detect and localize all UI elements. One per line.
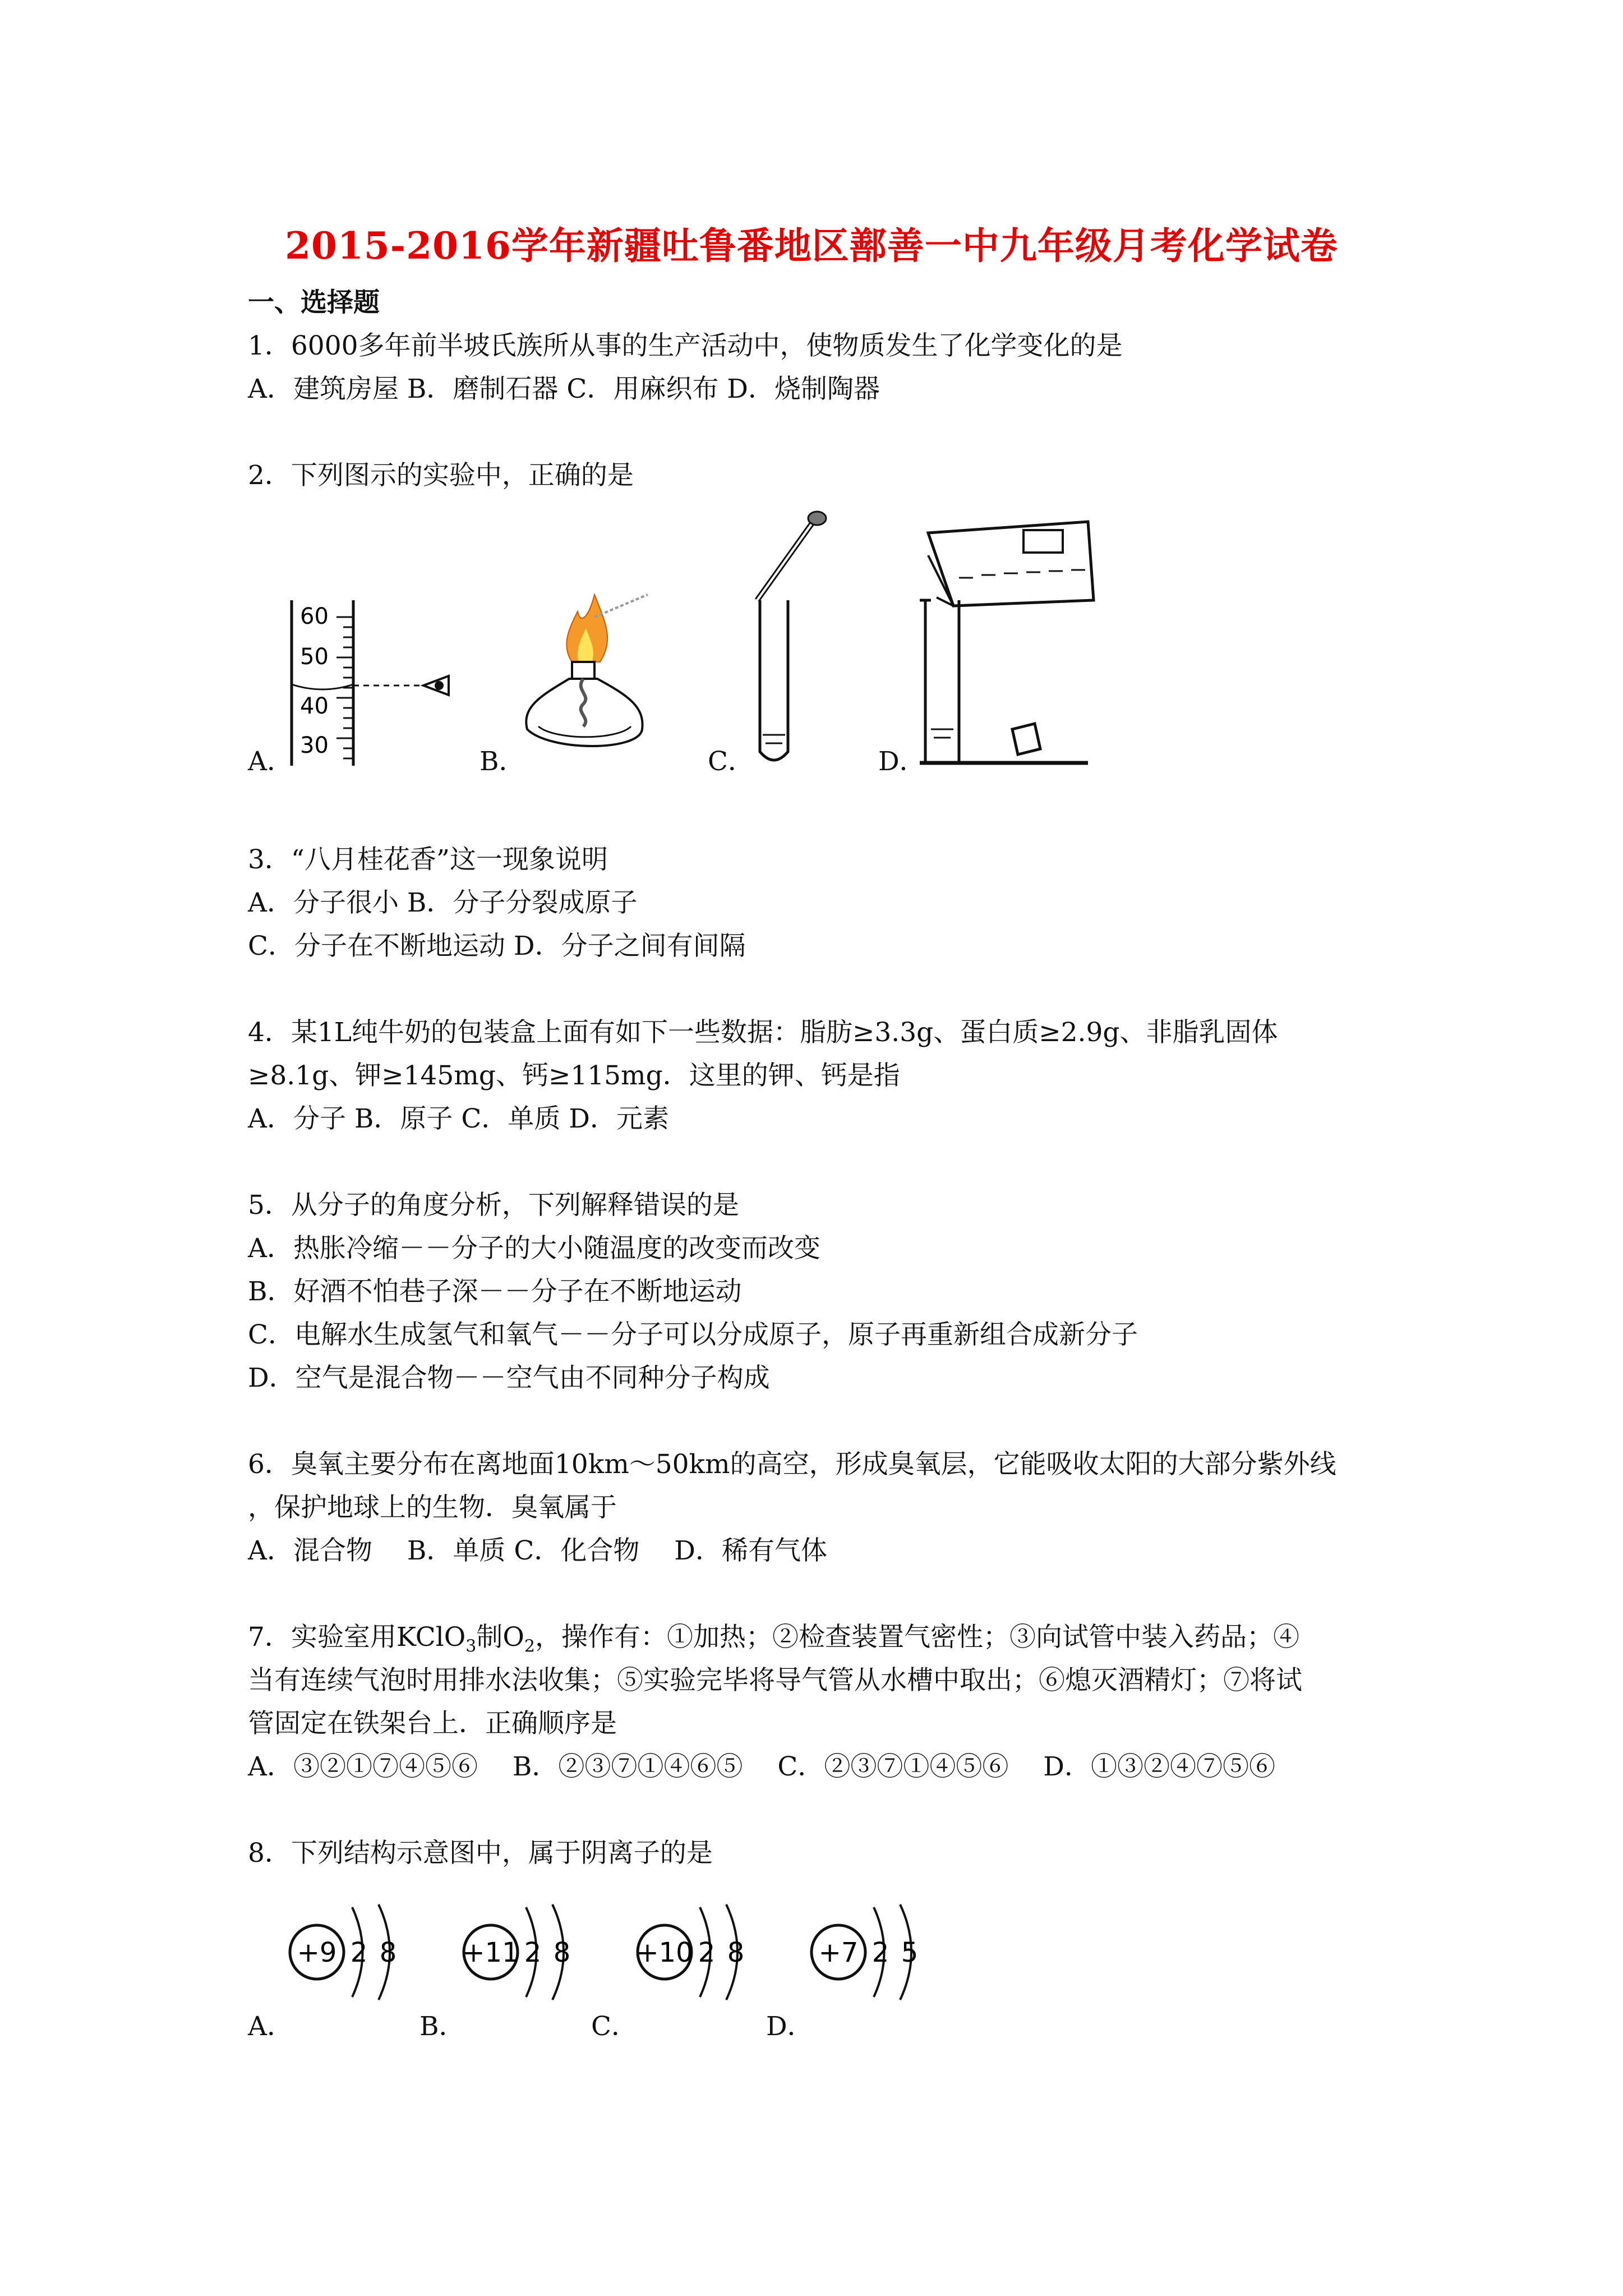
question-4-stem-line-1: 4．某1L纯牛奶的包装盒上面有如下一些数据：脂肪≥3.3g、蛋白质≥2.9g、非脂乳固体 <box>248 1017 1278 1048</box>
question-1-options: A．建筑房屋 B．磨制石器 C．用麻织布 D．烧制陶器 <box>248 374 880 404</box>
alcohol-lamp <box>526 662 642 746</box>
shell-1-electrons-c: 2 <box>698 1937 716 1968</box>
atom-diagram-c <box>634 1896 763 2014</box>
question-7-stem-line-1: 7．实验室用KClO$_3$制$O_2$，操作有：①加热；②检查装置气密性；③向试管中装入药品；④ <box>248 1622 1300 1657</box>
graduated-cylinder <box>292 600 353 766</box>
question-8-stem: 8．下列结构示意图中，属于阴离子的是 <box>248 1838 713 1869</box>
dropper-test-tube-figure <box>740 510 830 774</box>
question-7-stem-line-3: 管固定在铁架台上．正确顺序是 <box>248 1708 617 1739</box>
question-8-label-d: D． <box>766 2011 814 2042</box>
question-6-options: A．混合物 B．单质 C．化合物 D．稀有气体 <box>248 1535 827 1566</box>
dropper-icon <box>757 512 826 600</box>
question-5-option-b: B．好酒不怕巷子深－－分子在不断地运动 <box>248 1276 742 1307</box>
nucleus-charge-a: +9 <box>297 1937 337 1968</box>
bottle-stopper <box>1012 724 1040 754</box>
question-5-option-c: C．电解水生成氢气和氧气－－分子可以分成原子，原子再重新组合成新分子 <box>248 1319 1138 1350</box>
question-8-label-c: C． <box>591 2011 638 2042</box>
tick-label-30: 30 <box>300 733 329 758</box>
shell-2-electrons-a: 8 <box>379 1937 397 1968</box>
question-2-stem: 2．下列图示的实验中，正确的是 <box>248 460 634 491</box>
shell-1-electrons-d: 2 <box>872 1937 889 1968</box>
atom-diagram-d <box>808 1896 937 2014</box>
shell-2-electrons-c: 8 <box>727 1937 745 1968</box>
question-8-label-b: B． <box>419 2011 465 2042</box>
graduated-cylinder-reading-figure <box>280 595 471 774</box>
question-8-label-a: A． <box>248 2011 293 2042</box>
tick-label-50: 50 <box>300 644 329 670</box>
question-4-stem-line-2: ≥8.1g、钾≥145mg、钙≥115mg．这里的钾、钙是指 <box>248 1060 900 1091</box>
atom-diagram-b <box>460 1896 589 2014</box>
tick-label-40: 40 <box>300 693 329 719</box>
question-1-stem: 1．6000多年前半坡氏族所从事的生产活动中，使物质发生了化学变化的是 <box>248 330 1123 361</box>
question-2-label-a: A． <box>248 746 293 777</box>
question-4-options: A．分子 B．原子 C．单质 D．元素 <box>248 1103 669 1134</box>
lighting-stick <box>594 595 648 617</box>
question-2-label-c: C． <box>708 746 754 777</box>
tick-label-60: 60 <box>300 604 329 629</box>
test-tube <box>760 600 788 760</box>
nucleus-charge-d: +7 <box>818 1937 859 1968</box>
question-6-stem-line-2: ，保护地球上的生物．臭氧属于 <box>248 1492 617 1523</box>
question-3-options-line-1: A．分子很小 B．分子分裂成原子 <box>248 887 638 918</box>
question-3-stem: 3．“八月桂花香”这一现象说明 <box>248 844 608 875</box>
question-2-label-b: B． <box>479 746 525 777</box>
question-5-option-d: D．空气是混合物－－空气由不同种分子构成 <box>248 1363 770 1393</box>
question-7-options: A．③②①⑦④⑤⑥ B．②③⑦①④⑥⑤ C．②③⑦①④⑤⑥ D．①③②④⑦⑤⑥ <box>248 1751 1275 1782</box>
nucleus-charge-b: +11 <box>462 1937 519 1968</box>
page-title: 2015-2016学年新疆吐鲁番地区鄯善一中九年级月考化学试卷 <box>285 224 1338 268</box>
question-5-stem: 5．从分子的角度分析，下列解释错误的是 <box>248 1190 739 1221</box>
eye-icon <box>423 676 449 695</box>
shell-1-electrons-b: 2 <box>524 1937 542 1968</box>
question-2-label-d: D． <box>878 746 926 777</box>
atom-diagram-a <box>286 1896 415 2014</box>
reagent-bottle <box>928 522 1094 606</box>
pouring-liquid-figure <box>920 516 1105 774</box>
alcohol-lamp-figure <box>516 583 662 769</box>
shell-2-electrons-d: 5 <box>901 1937 919 1968</box>
question-3-options-line-2: C．分子在不断地运动 D．分子之间有间隔 <box>248 931 746 961</box>
test-tube <box>920 600 959 763</box>
shell-1-electrons-a: 2 <box>350 1937 368 1968</box>
flame-icon <box>566 595 607 662</box>
shell-2-electrons-b: 8 <box>553 1937 571 1968</box>
question-7-stem-line-2: 当有连续气泡时用排水法收集；⑤实验完毕将导气管从水槽中取出；⑥熄灭酒精灯；⑦将试 <box>248 1665 1302 1696</box>
nucleus-charge-c: +10 <box>636 1937 693 1968</box>
question-6-stem-line-1: 6．臭氧主要分布在离地面10km～50km的高空，形成臭氧层，它能吸收太阳的大部分紫外线 <box>248 1449 1336 1480</box>
question-5-option-a: A．热胀冷缩－－分子的大小随温度的改变而改变 <box>248 1233 820 1264</box>
section-heading: 一、选择题 <box>248 287 380 318</box>
